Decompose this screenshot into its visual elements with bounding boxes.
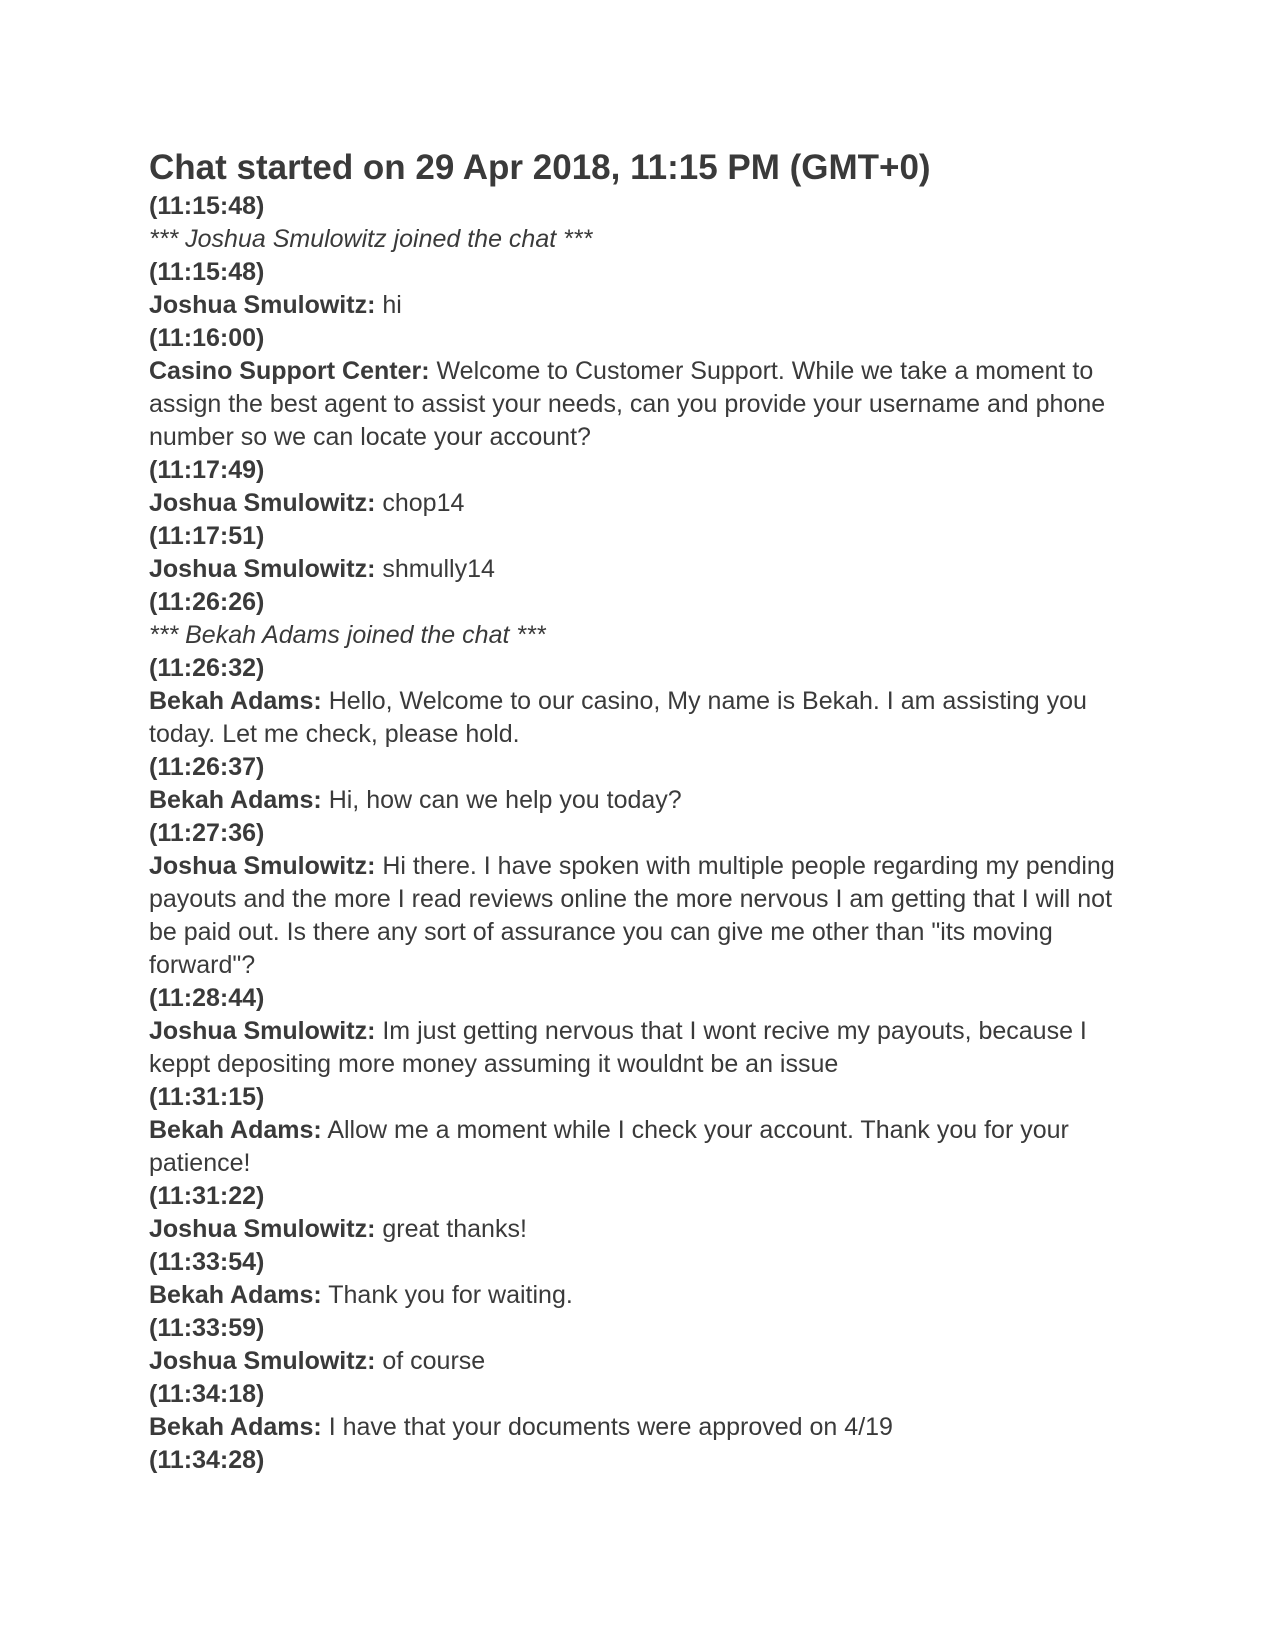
message xyxy=(149,1114,1129,1180)
timestamp: (11:16:00) xyxy=(149,324,265,352)
message xyxy=(149,355,1129,454)
chat-entry xyxy=(149,1246,1129,1312)
sender-name: Joshua Smulowitz: xyxy=(149,1215,376,1243)
chat-title: Chat started on 29 Apr 2018, 11:15 PM (GMT+0) xyxy=(149,148,931,187)
message xyxy=(149,289,1129,322)
message-text: chop14 xyxy=(375,489,465,517)
message xyxy=(149,487,1129,520)
system-message: *** Bekah Adams joined the chat *** xyxy=(149,621,546,649)
message xyxy=(149,685,1129,751)
message-text: Thank you for waiting. xyxy=(321,1281,573,1309)
timestamp: (11:28:44) xyxy=(149,984,265,1012)
timestamp: (11:17:51) xyxy=(149,522,265,550)
chat-entry xyxy=(149,817,1129,982)
timestamp: (11:26:37) xyxy=(149,753,265,781)
timestamp: (11:31:15) xyxy=(149,1083,265,1111)
timestamp: (11:34:28) xyxy=(149,1446,265,1474)
chat-entry xyxy=(149,1378,1129,1444)
timestamp: (11:33:59) xyxy=(149,1314,265,1342)
message-text: Im just getting nervous that I wont recive my payouts, because I keppt depositing more money assuming it wouldnt be an issue xyxy=(149,1017,1087,1078)
chat-entry xyxy=(149,982,1129,1081)
chat-entry xyxy=(149,190,1129,256)
chat-entry xyxy=(149,652,1129,751)
message xyxy=(149,1345,1129,1378)
message-text: Hi there. I have spoken with multiple people regarding my pending payouts and the more I read reviews online the more nervous I am getting that I will not be paid out. Is there any sort of assurance you can give me other than "its moving forward"? xyxy=(149,852,1115,979)
message-text: great thanks! xyxy=(375,1215,527,1243)
chat-transcript xyxy=(149,146,1129,1477)
message-text: Hi, how can we help you today? xyxy=(321,786,682,814)
chat-entry xyxy=(149,586,1129,652)
message xyxy=(149,1411,1129,1444)
message xyxy=(149,1279,1129,1312)
message xyxy=(149,553,1129,586)
message xyxy=(149,850,1129,982)
message-text: I have that your documents were approved on 4/19 xyxy=(321,1413,893,1441)
sender-name: Casino Support Center: xyxy=(149,357,430,385)
message xyxy=(149,784,1129,817)
sender-name: Bekah Adams: xyxy=(149,786,322,814)
timestamp: (11:31:22) xyxy=(149,1182,265,1210)
message-text: of course xyxy=(375,1347,486,1375)
sender-name: Joshua Smulowitz: xyxy=(149,1017,376,1045)
message xyxy=(149,1015,1129,1081)
timestamp: (11:34:18) xyxy=(149,1380,265,1408)
sender-name: Joshua Smulowitz: xyxy=(149,555,376,583)
message-text: Welcome to Customer Support. While we take a moment to assign the best agent to assist your needs, can you provide your username and phone number so we can locate your account? xyxy=(149,357,1106,451)
chat-entry xyxy=(149,454,1129,520)
timestamp: (11:17:49) xyxy=(149,456,265,484)
chat-entry xyxy=(149,1444,1129,1477)
chat-entry xyxy=(149,751,1129,817)
sender-name: Bekah Adams: xyxy=(149,1413,322,1441)
message xyxy=(149,1213,1129,1246)
sender-name: Joshua Smulowitz: xyxy=(149,489,376,517)
message-text: Hello, Welcome to our casino, My name is Bekah. I am assisting you today. Let me check, please hold. xyxy=(149,687,1087,748)
timestamp: (11:15:48) xyxy=(149,258,265,286)
sender-name: Joshua Smulowitz: xyxy=(149,1347,376,1375)
chat-entry xyxy=(149,1180,1129,1246)
chat-entry xyxy=(149,1312,1129,1378)
chat-entry xyxy=(149,322,1129,454)
sender-name: Bekah Adams: xyxy=(149,1116,322,1144)
timestamp: (11:15:48) xyxy=(149,192,265,220)
message-text: hi xyxy=(375,291,402,319)
chat-entry xyxy=(149,1081,1129,1180)
timestamp: (11:26:32) xyxy=(149,654,265,682)
sender-name: Joshua Smulowitz: xyxy=(149,291,376,319)
sender-name: Bekah Adams: xyxy=(149,687,322,715)
timestamp: (11:27:36) xyxy=(149,819,265,847)
message-text: shmully14 xyxy=(375,555,495,583)
sender-name: Joshua Smulowitz: xyxy=(149,852,376,880)
chat-entry xyxy=(149,256,1129,322)
timestamp: (11:33:54) xyxy=(149,1248,265,1276)
system-message: *** Joshua Smulowitz joined the chat *** xyxy=(149,225,593,253)
timestamp: (11:26:26) xyxy=(149,588,265,616)
chat-entry xyxy=(149,520,1129,586)
sender-name: Bekah Adams: xyxy=(149,1281,322,1309)
message-text: Allow me a moment while I check your account. Thank you for your patience! xyxy=(149,1116,1069,1177)
